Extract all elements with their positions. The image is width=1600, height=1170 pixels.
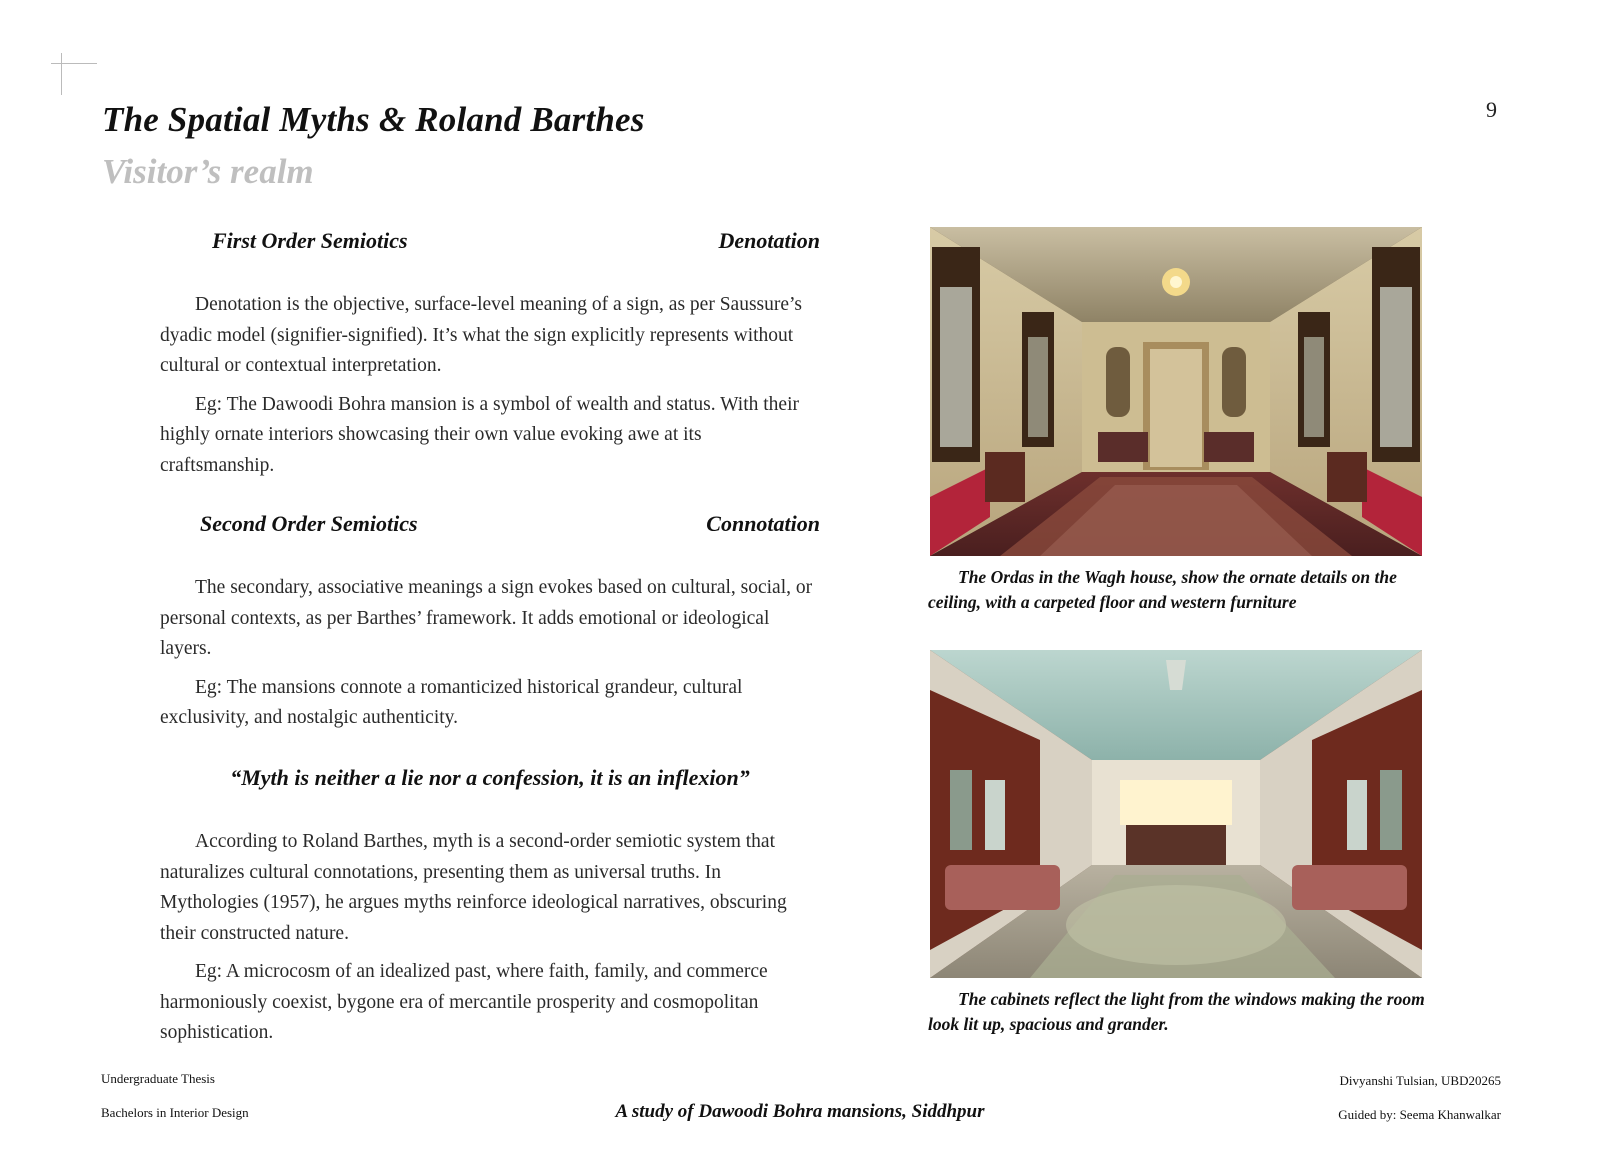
footer-program: Bachelors in Interior Design bbox=[101, 1105, 249, 1120]
photo-cabinet-room bbox=[930, 650, 1422, 978]
crop-mark-vertical bbox=[61, 53, 62, 95]
page-number: 9 bbox=[1486, 97, 1497, 122]
section-body-myth bbox=[160, 827, 820, 1057]
footer-author: Divyanshi Tulsian, UBD20265 bbox=[1339, 1073, 1501, 1088]
paragraph-connotation-definition: The secondary, associative meanings a sign evokes based on cultural, social, or personal contexts, as per Barthes’ framework. It adds emotional or ideological layers. bbox=[160, 577, 813, 659]
page-title: The Spatial Myths & Roland Barthes bbox=[102, 100, 645, 139]
heading-first-order-semiotics: First Order Semiotics bbox=[212, 228, 408, 253]
section-heading-first-order bbox=[160, 228, 820, 258]
section-heading-second-order bbox=[160, 511, 820, 541]
paragraph-myth-definition: According to Roland Barthes, myth is a second-order semiotic system that naturalizes cultural connotations, presenting them as universal truths. In Mythologies (1957), he argues myths reinforce ideological narratives, obscuring their constructed nature. bbox=[160, 831, 787, 944]
section-body-connotation bbox=[160, 573, 820, 742]
caption-cabinet-room: The cabinets reflect the light from the windows making the room look lit up, spacious and grander. bbox=[928, 989, 1425, 1034]
footer-guide: Guided by: Seema Khanwalkar bbox=[1338, 1107, 1501, 1122]
footer-thesis-type: Undergraduate Thesis bbox=[101, 1071, 215, 1086]
heading-second-order-semiotics: Second Order Semiotics bbox=[200, 511, 418, 536]
paragraph-denotation-definition: Denotation is the objective, surface-level meaning of a sign, as per Saussure’s dyadic model (signifier-signified). It’s what the sign explicitly represents without cultural or contextual interpretation. bbox=[160, 294, 803, 376]
footer-study-title: A study of Dawoodi Bohra mansions, Siddhpur bbox=[615, 1101, 985, 1122]
paragraph-myth-example: Eg: A microcosm of an idealized past, where faith, family, and commerce harmoniously coexist, bygone era of mercantile prosperity and cosmopolitan sophistication. bbox=[160, 961, 768, 1043]
heading-denotation: Denotation bbox=[718, 228, 820, 253]
caption-orda-room: The Ordas in the Wagh house, show the ornate details on the ceiling, with a carpeted floor and western furniture bbox=[928, 567, 1397, 612]
section-body-denotation bbox=[160, 290, 820, 489]
paragraph-denotation-example: Eg: The Dawoodi Bohra mansion is a symbol of wealth and status. With their highly ornate interiors showcasing their own value evoking awe at its craftsmanship. bbox=[160, 393, 799, 476]
heading-connotation: Connotation bbox=[706, 511, 820, 536]
paragraph-connotation-example: Eg: The mansions connote a romanticized historical grandeur, cultural exclusivity, and nostalgic authenticity. bbox=[160, 676, 743, 728]
page-subtitle: Visitor’s realm bbox=[102, 152, 314, 191]
crop-mark-horizontal bbox=[51, 63, 97, 64]
photo-orda-room bbox=[930, 227, 1422, 556]
barthes-quote: “Myth is neither a lie nor a confession, it is an inflexion” bbox=[230, 765, 750, 790]
